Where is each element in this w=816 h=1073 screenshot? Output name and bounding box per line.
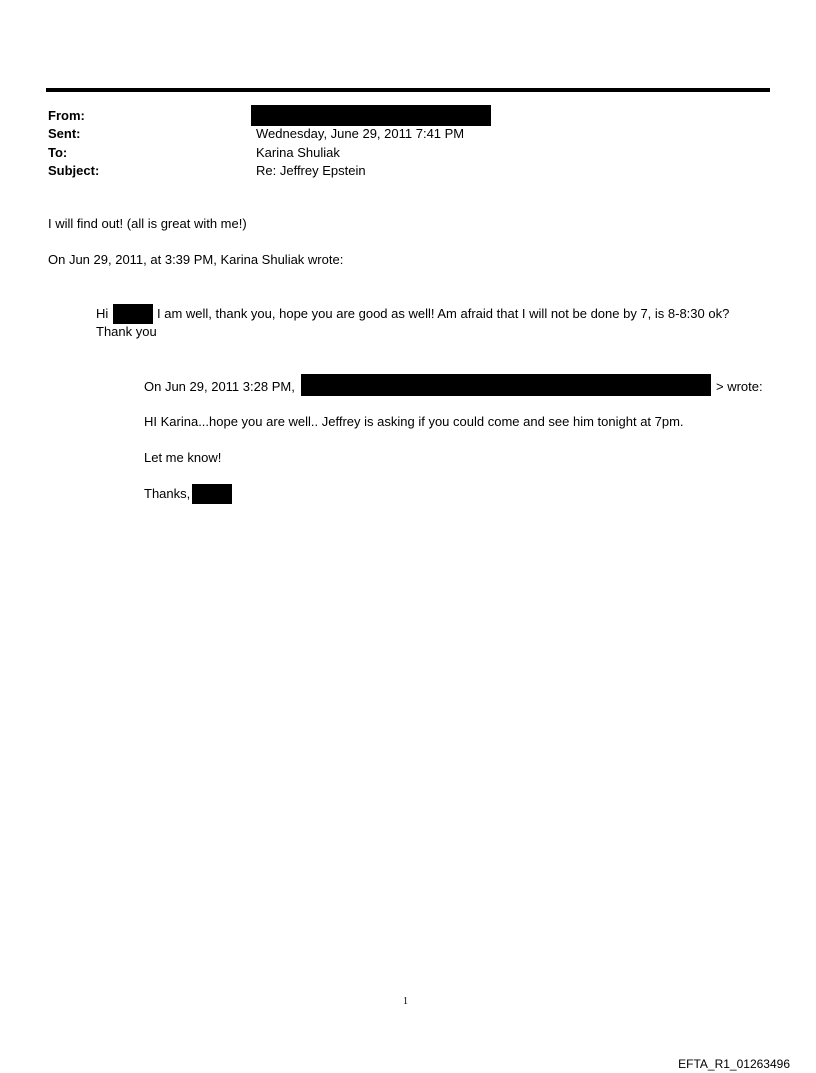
quote2-attribution: On Jun 29, 2011 3:28 PM,: [144, 379, 295, 394]
name-redaction: [113, 304, 153, 324]
signature-redaction: [192, 484, 232, 504]
sent-label: Sent:: [48, 126, 81, 141]
subject-label: Subject:: [48, 163, 100, 178]
quote1-text: I am well, thank you, hope you are good as well! Am afraid that I will not be done by 7, is 8-8:30 ok?: [157, 306, 730, 321]
quote1-greeting: Hi: [96, 306, 109, 321]
to-label: To:: [48, 145, 68, 160]
to-value: Karina Shuliak: [256, 145, 340, 160]
bates-number: EFTA_R1_01263496: [678, 1057, 790, 1071]
from-label: From:: [48, 108, 85, 123]
page-number: 1: [403, 996, 408, 1007]
subject-value: Re: Jeffrey Epstein: [256, 163, 366, 178]
quote2-line-2: Let me know!: [144, 450, 222, 465]
quote1-text-2: Thank you: [96, 324, 157, 339]
email-redaction: [301, 374, 711, 396]
from-redaction: [251, 105, 491, 126]
sent-value: Wednesday, June 29, 2011 7:41 PM: [256, 126, 465, 141]
header-rule: [46, 88, 770, 92]
quote2-thanks: Thanks,: [144, 486, 191, 501]
body-line-1: I will find out! (all is great with me!): [48, 216, 247, 231]
quote2-line-1: HI Karina...hope you are well.. Jeffrey is asking if you could come and see him tonight at 7pm.: [144, 414, 684, 429]
quote2-attribution-suffix: > wrote:: [716, 379, 763, 394]
body-line-2: On Jun 29, 2011, at 3:39 PM, Karina Shuliak wrote:: [48, 252, 344, 267]
